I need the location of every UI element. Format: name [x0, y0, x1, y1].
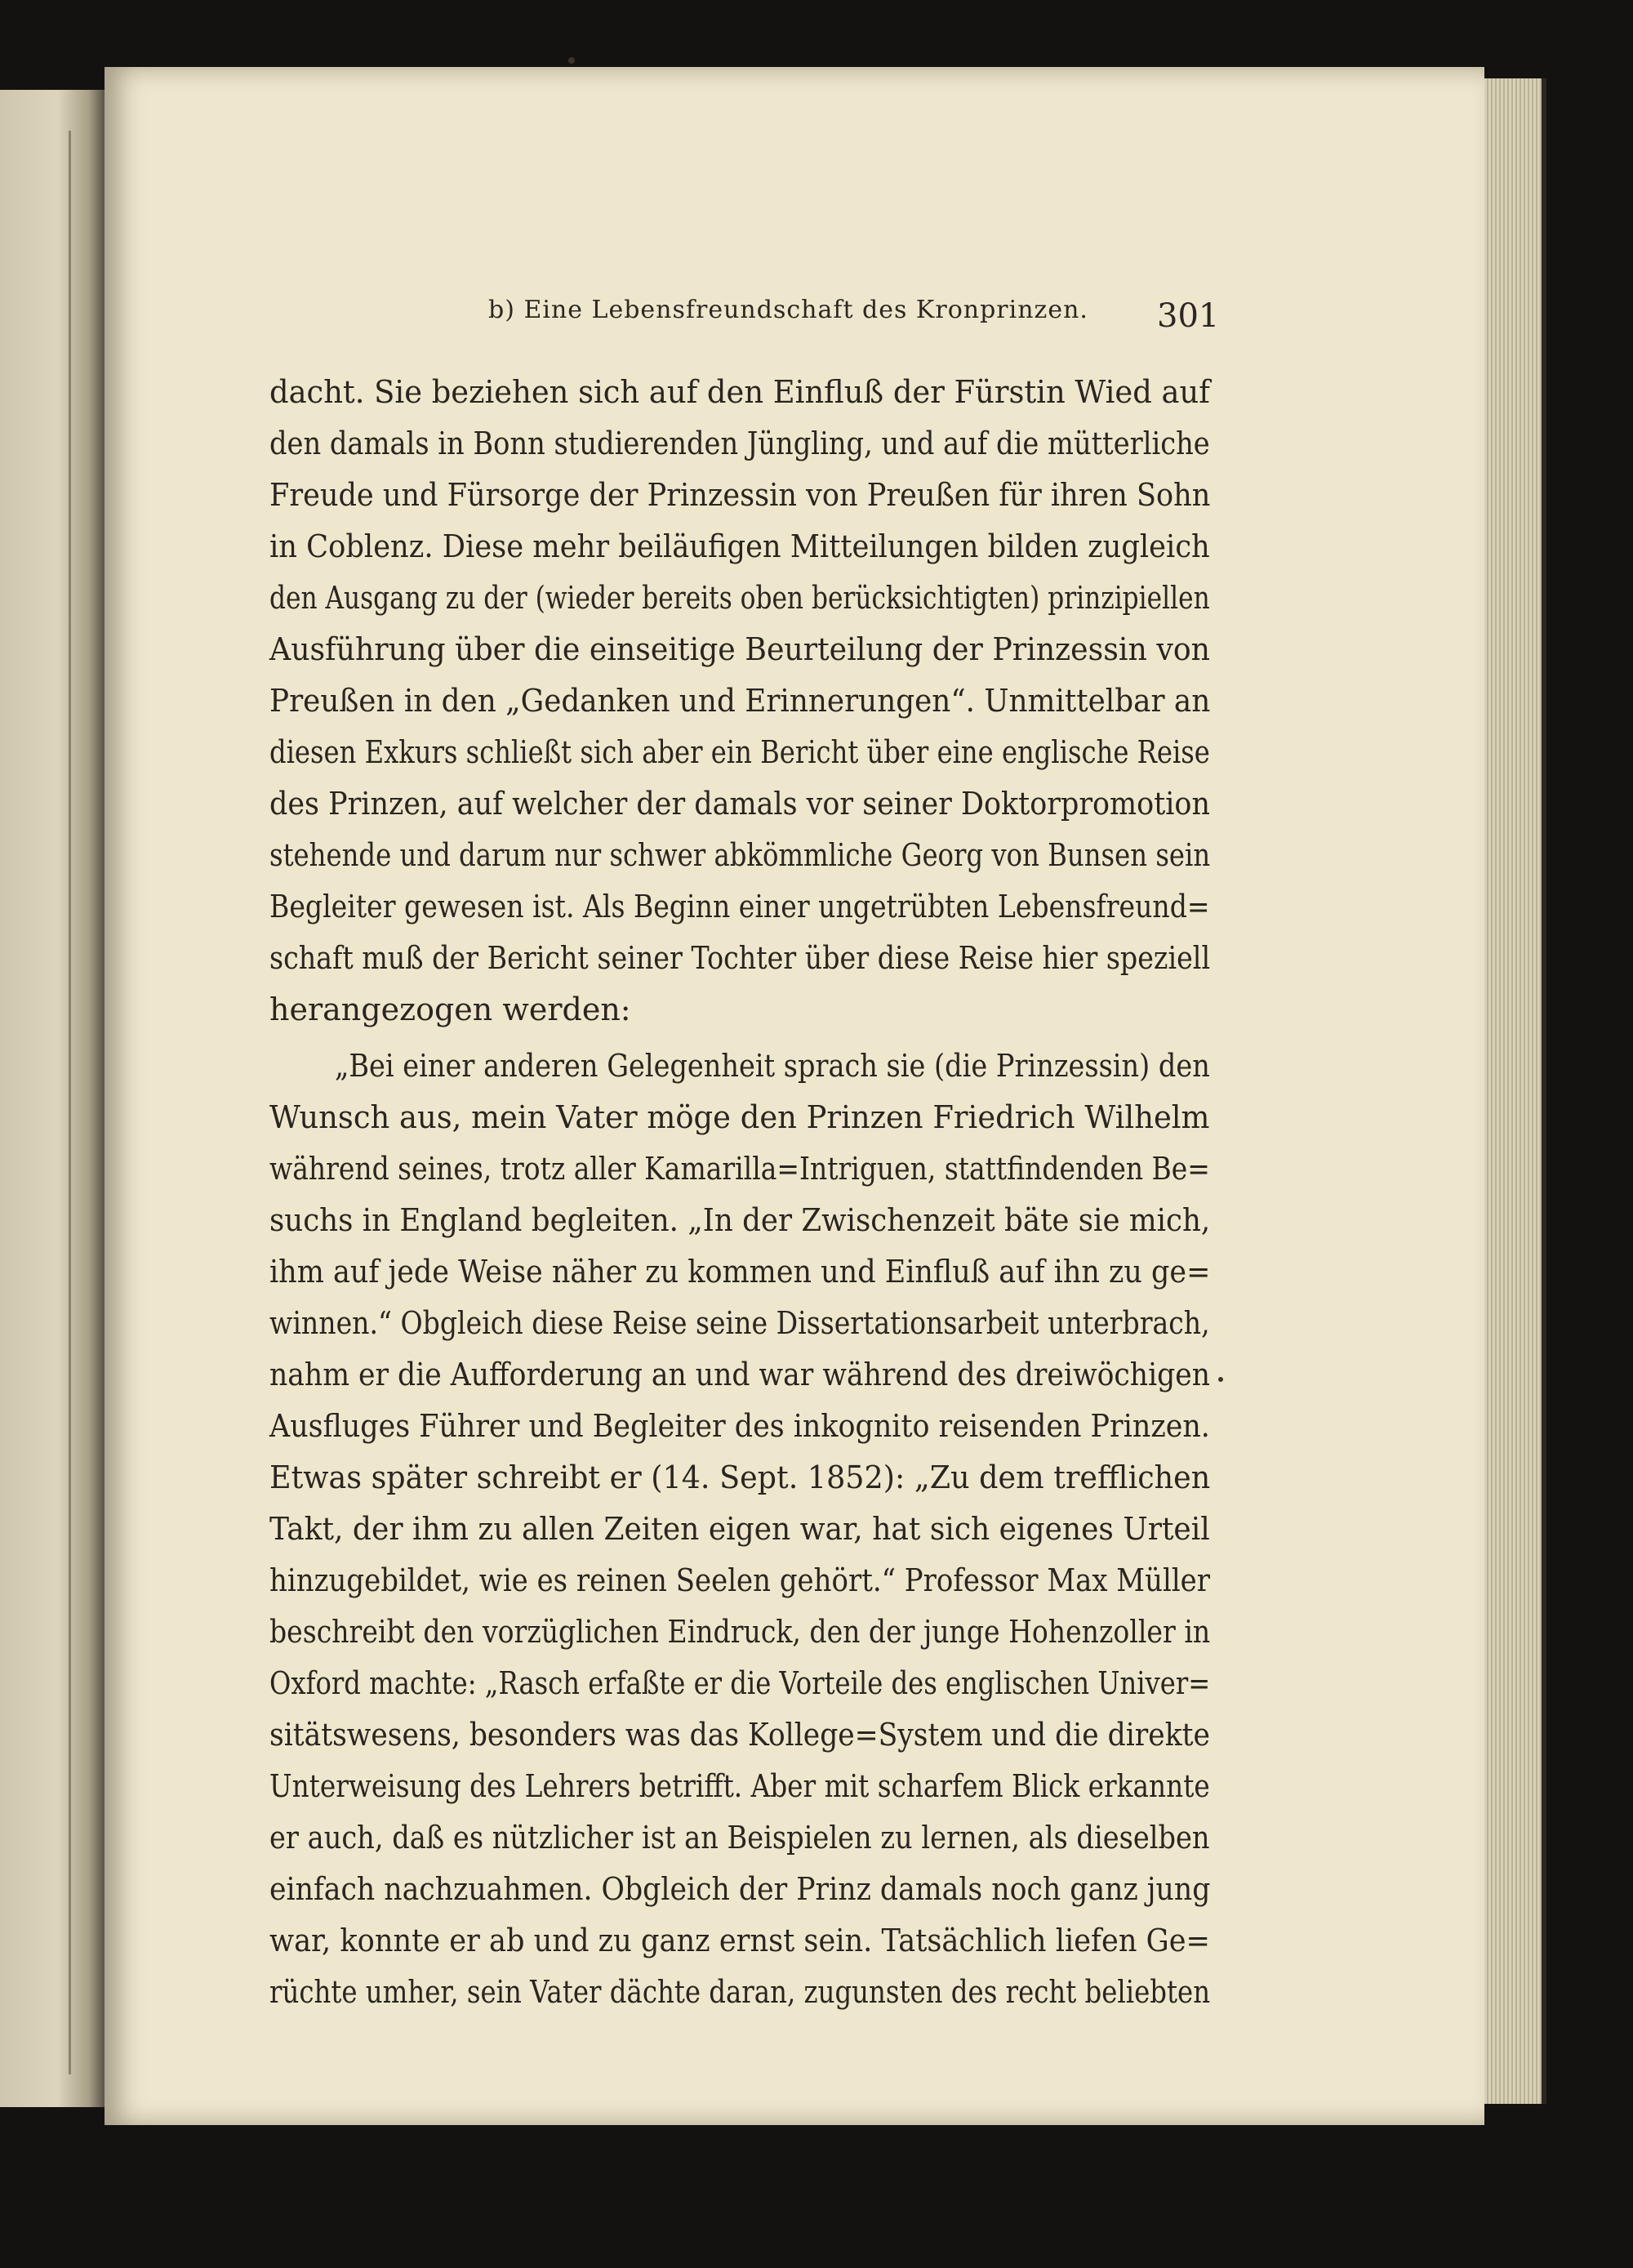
text-line: während seines, trotz aller Kamarilla=Intriguen, stattfindenden Be=: [269, 1151, 1210, 1187]
page-number: 301: [1157, 297, 1220, 335]
text-line: Begleiter gewesen ist. Als Beginn einer ungetrübten Lebensfreund=: [269, 889, 1210, 925]
text-line: beschreibt den vorzüglichen Eindruck, den der junge Hohenzoller in: [269, 1614, 1211, 1650]
text-line: schaft muß der Bericht seiner Tochter über diese Reise hier speziell: [269, 940, 1211, 976]
left-page-gutter-line: [69, 131, 71, 2074]
text-line: dacht. Sie beziehen sich auf den Einfluß der Fürstin Wied auf: [269, 374, 1210, 410]
text-line: hinzugebildet, wie es reinen Seelen gehört.“ Professor Max Müller: [269, 1562, 1211, 1598]
page-stack-edge: [1484, 78, 1546, 2104]
text-line: war, konnte er ab und zu ganz ernst sein. Tatsächlich liefen Ge=: [269, 1923, 1211, 1958]
running-head: b) Eine Lebensfreundschaft des Kronprinzen.: [488, 296, 1088, 324]
text-line: Unterweisung des Lehrers betrifft. Aber mit scharfem Blick erkannte: [269, 1768, 1210, 1804]
text-line: Freude und Fürsorge der Prinzessin von Preußen für ihren Sohn: [269, 477, 1211, 513]
text-line: ihm auf jede Weise näher zu kommen und Einfluß auf ihn zu ge=: [269, 1254, 1211, 1290]
text-line: „Bei einer anderen Gelegenheit sprach sie (die Prinzessin) den: [335, 1048, 1210, 1084]
text-line: er auch, daß es nützlicher ist an Beispielen zu lernen, als dieselben: [269, 1820, 1210, 1856]
text-line: Ausführung über die einseitige Beurteilung der Prinzessin von: [269, 631, 1211, 667]
text-line: Takt, der ihm zu allen Zeiten eigen war, hat sich eigenes Urteil: [269, 1511, 1210, 1547]
text-line: sitätswesens, besonders was das Kollege=System und die direkte: [269, 1717, 1210, 1753]
text-line: stehende und darum nur schwer abkömmliche Georg von Bunsen sein: [269, 837, 1211, 873]
left-page-edge: [0, 90, 105, 2107]
text-line: Ausfluges Führer und Begleiter des inkognito reisenden Prinzen.: [269, 1408, 1210, 1444]
margin-dot: [1218, 1377, 1223, 1382]
text-line: Preußen in den „Gedanken und Erinnerungen“. Unmittelbar an: [269, 683, 1211, 719]
text-line: Wunsch aus, mein Vater möge den Prinzen Friedrich Wilhelm: [269, 1099, 1210, 1135]
text-line: Oxford machte: „Rasch erfaßte er die Vorteile des englischen Univer=: [269, 1665, 1211, 1701]
text-line: den damals in Bonn studierenden Jüngling, und auf die mütterliche: [269, 426, 1210, 461]
text-line: einfach nachzuahmen. Obgleich der Prinz damals noch ganz jung: [269, 1871, 1211, 1907]
text-line: den Ausgang zu der (wieder bereits oben berücksichtigten) prinzipiellen: [269, 580, 1210, 616]
text-line: nahm er die Aufforderung an und war während des dreiwöchigen: [269, 1357, 1211, 1392]
text-line: des Prinzen, auf welcher der damals vor seiner Doktorpromotion: [269, 786, 1210, 822]
top-speck: [568, 57, 575, 64]
text-line: suchs in England begleiten. „In der Zwischenzeit bäte sie mich,: [269, 1202, 1211, 1238]
text-line: Etwas später schreibt er (14. Sept. 1852): „Zu dem trefflichen: [269, 1459, 1211, 1495]
text-line: herangezogen werden:: [269, 991, 631, 1027]
text-line: winnen.“ Obgleich diese Reise seine Dissertationsarbeit unterbrach,: [269, 1305, 1210, 1341]
text-line: rüchte umher, sein Vater dächte daran, zugunsten des recht beliebten: [269, 1974, 1211, 2010]
text-line: in Coblenz. Diese mehr beiläufigen Mitteilungen bilden zugleich: [269, 528, 1210, 564]
text-line: diesen Exkurs schließt sich aber ein Bericht über eine englische Reise: [269, 734, 1210, 770]
